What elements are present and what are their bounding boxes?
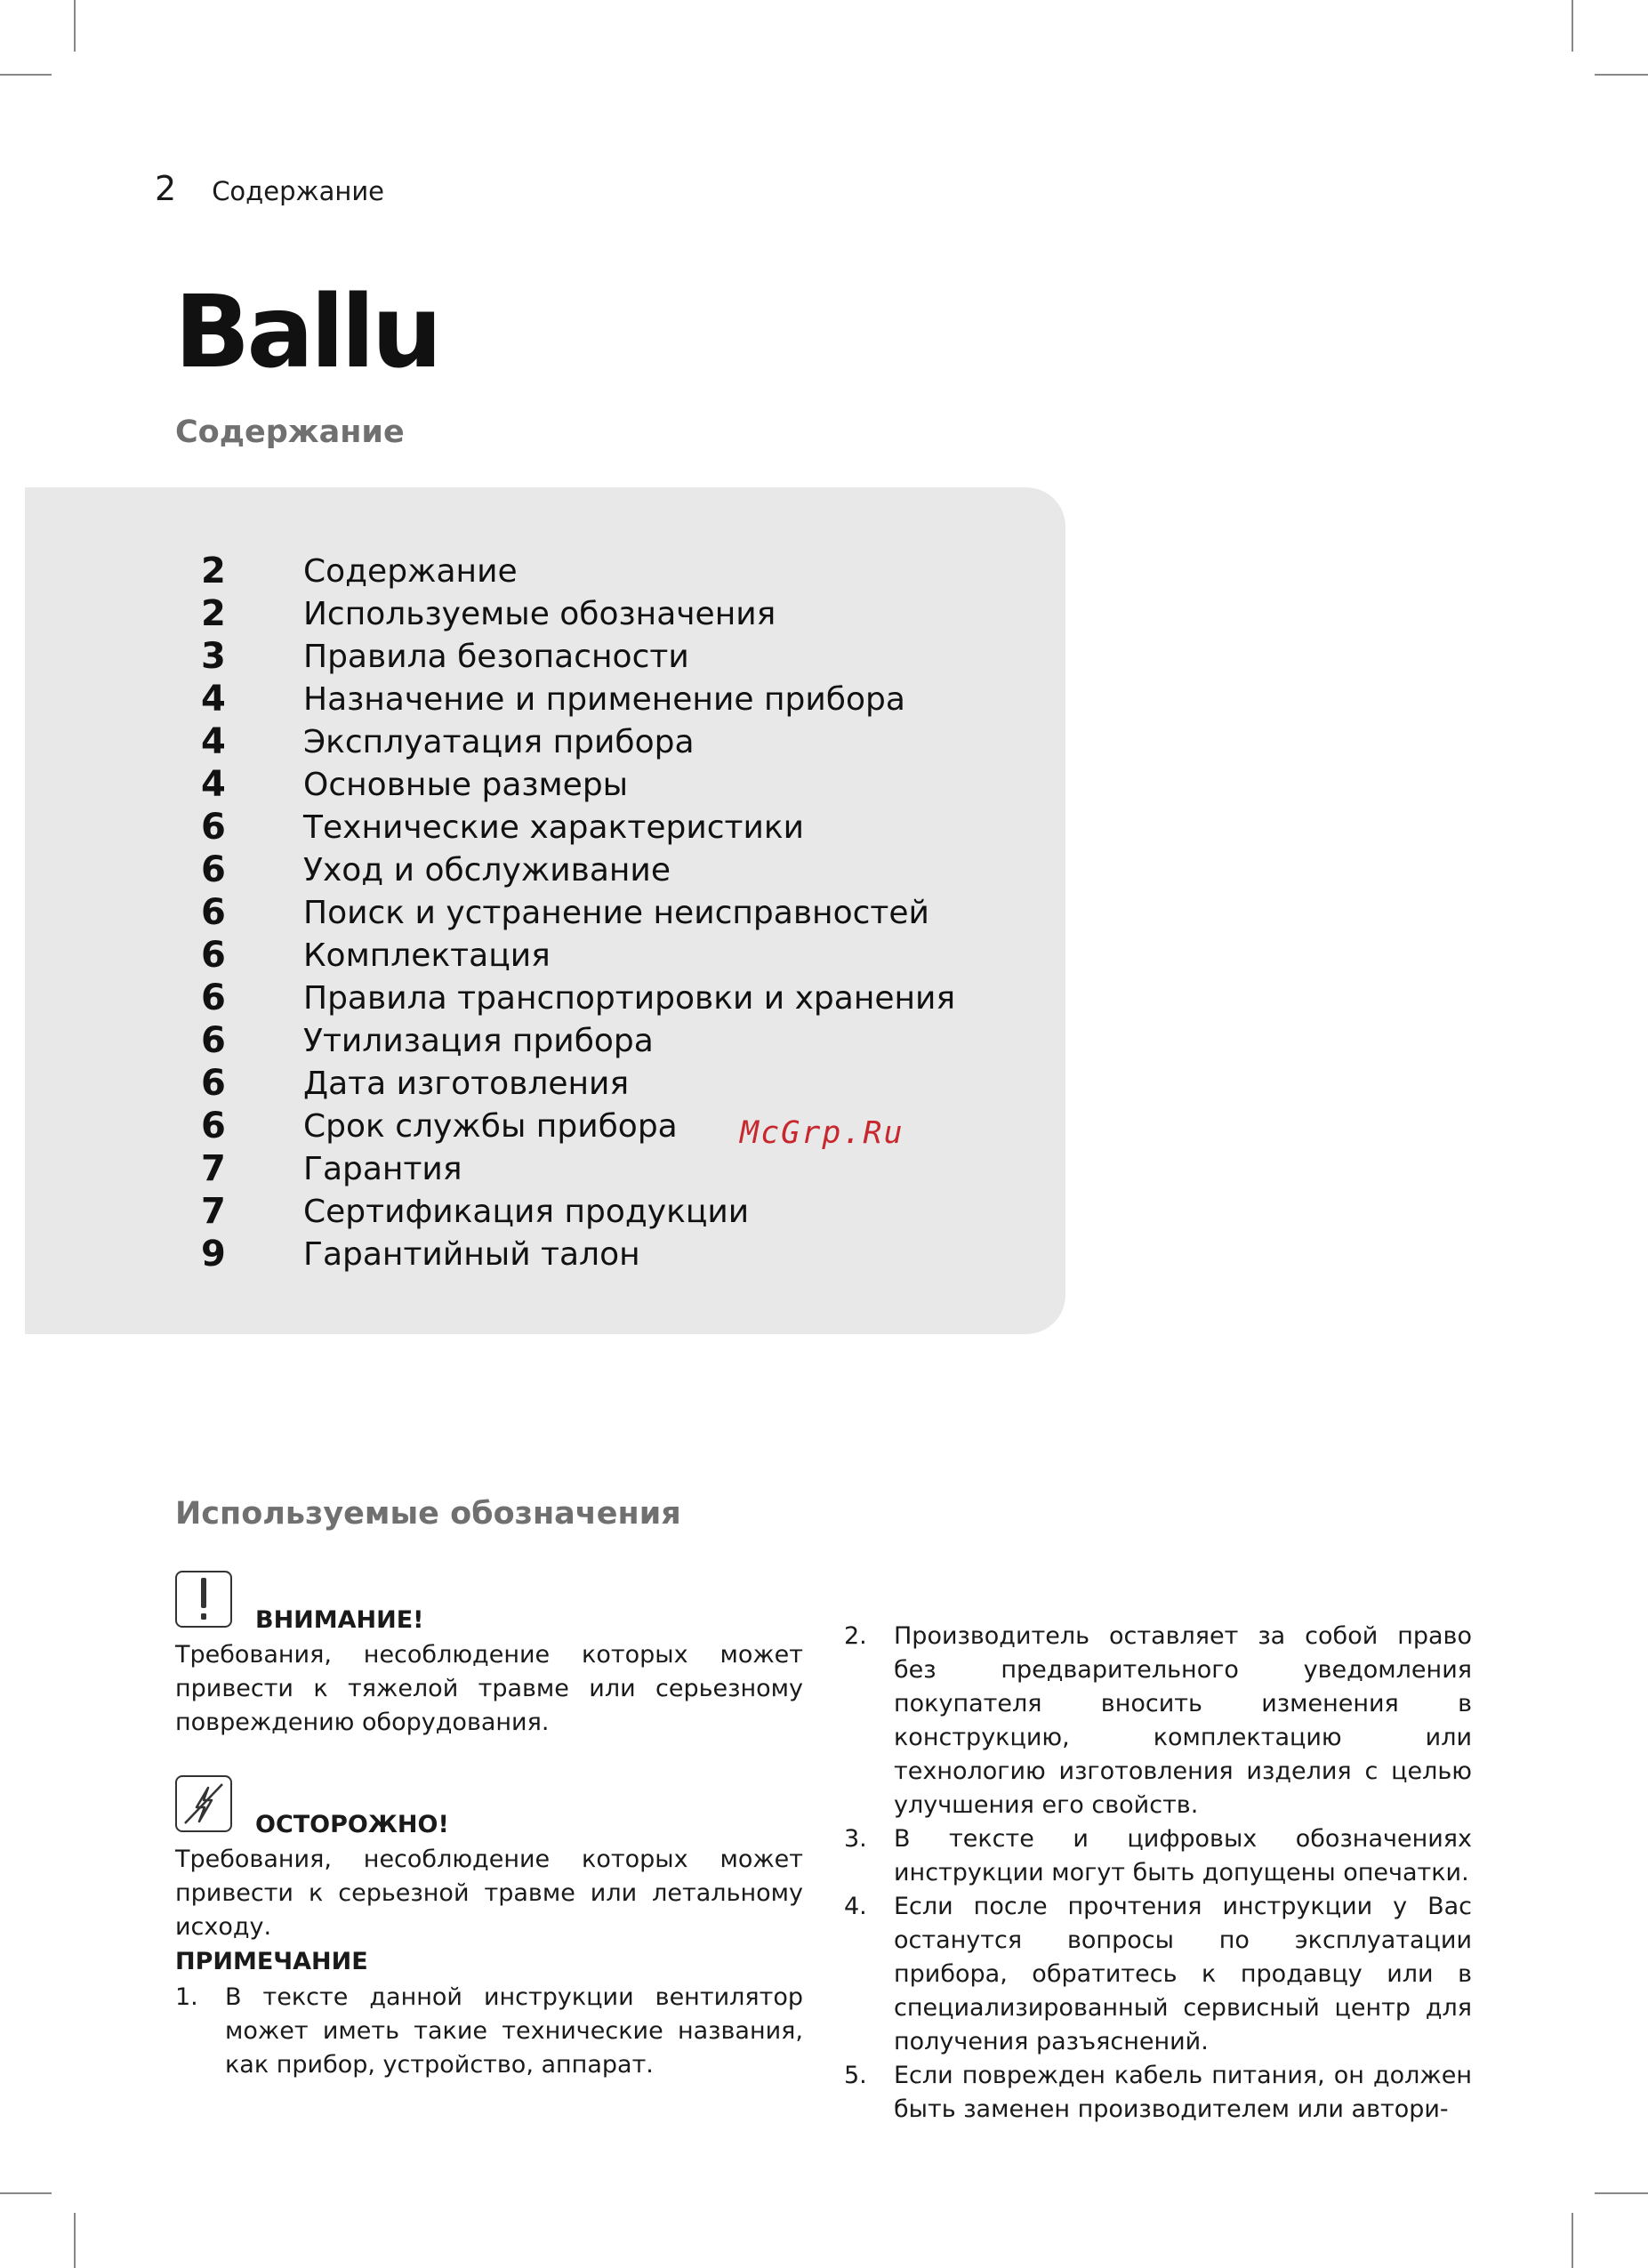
toc-label: Комплектация — [303, 937, 551, 974]
toc-label: Основные размеры — [303, 766, 629, 803]
toc-label: Гарантия — [303, 1150, 462, 1187]
toc-label: Правила транспортировки и хранения — [303, 979, 956, 1017]
toc-item — [201, 1062, 955, 1105]
toc-list — [201, 550, 955, 1275]
page-header — [155, 169, 384, 208]
item-number: 2. — [844, 1622, 867, 1650]
watermark: McGrp.Ru — [740, 1115, 904, 1151]
caution-label: ОСТОРОЖНО! — [255, 1811, 449, 1838]
toc-page-number: 6 — [201, 1063, 226, 1104]
attention-symbol — [175, 1571, 232, 1628]
crop-mark — [74, 2213, 76, 2268]
caution-symbol — [175, 1775, 232, 1832]
toc-label: Эксплуатация прибора — [303, 723, 695, 760]
item-text: В тексте и цифровых обозначениях инструкции могут быть допущены опечатки. — [894, 1825, 1472, 1886]
toc-item — [201, 977, 955, 1019]
toc-page-number: 6 — [201, 849, 226, 890]
toc-page-number: 6 — [201, 935, 226, 976]
toc-label: Правила безопасности — [303, 638, 689, 675]
toc-label: Сертификация продукции — [303, 1193, 750, 1230]
toc-label: Гарантийный талон — [303, 1235, 640, 1273]
toc-title: Содержание — [175, 414, 405, 450]
logo-text: Ballu — [174, 275, 439, 390]
toc-page-number: 7 — [201, 1191, 226, 1232]
toc-page-number: 7 — [201, 1148, 226, 1189]
toc-label: Утилизация прибора — [303, 1022, 654, 1059]
toc-page-number: 4 — [201, 764, 226, 805]
note-list-left — [175, 1981, 803, 2082]
ballu-logo — [174, 274, 439, 390]
lightning-icon — [181, 1781, 226, 1827]
toc-item — [201, 550, 955, 592]
crop-mark — [0, 74, 52, 76]
item-text: Производитель оставляет за собой право без предварительного уведомления покупателя вносить изменения в конструкцию, комплектацию или технологию изготовления изделия с целью улучшения его свойств. — [894, 1622, 1472, 1819]
list-item — [844, 1890, 1472, 2059]
toc-label: Назначение и применение прибора — [303, 680, 905, 718]
crop-mark — [1595, 74, 1648, 76]
item-text: В тексте данной инструкции вентилятор может иметь такие технические названия, как прибор, устройство, аппарат. — [225, 1983, 803, 2079]
item-text: Если после прочтения инструкции у Вас останутся вопросы по эксплуатации прибора, обратитесь к продавцу или в специализированный сервисный центр для получения разъяснений. — [894, 1893, 1472, 2055]
toc-page-number: 9 — [201, 1234, 226, 1275]
toc-item — [201, 1147, 955, 1190]
item-number: 3. — [844, 1825, 867, 1853]
crop-mark — [74, 0, 76, 52]
list-item — [844, 1620, 1472, 1822]
toc-item — [201, 934, 955, 977]
toc-page-number: 6 — [201, 892, 226, 933]
toc-label: Поиск и устранение неисправностей — [303, 894, 929, 931]
page-header-title: Содержание — [212, 176, 385, 206]
toc-item — [201, 891, 955, 934]
page-number: 2 — [155, 169, 177, 208]
toc-page-number: 6 — [201, 1106, 226, 1146]
toc-page-number: 6 — [201, 977, 226, 1018]
toc-item — [201, 848, 955, 891]
crop-mark — [1572, 0, 1573, 52]
list-item — [844, 1822, 1472, 1890]
toc-item — [201, 763, 955, 806]
toc-page-number: 6 — [201, 1020, 226, 1061]
note-label: ПРИМЕЧАНИЕ — [175, 1948, 368, 1975]
toc-label: Дата изготовления — [303, 1065, 630, 1102]
toc-page-number: 4 — [201, 679, 226, 720]
crop-mark — [1572, 2213, 1573, 2268]
toc-label: Технические характеристики — [303, 808, 805, 846]
exclamation-icon — [186, 1574, 221, 1624]
toc-page-number: 2 — [201, 551, 226, 591]
list-item — [844, 2059, 1472, 2127]
attention-text: Требования, несоблюдение которых может привести к тяжелой травме или серьезному повреждению оборудования. — [175, 1641, 803, 1736]
toc-item — [201, 806, 955, 848]
toc-item — [201, 678, 955, 720]
toc-label: Уход и обслуживание — [303, 851, 671, 889]
toc-item — [201, 592, 955, 635]
toc-item — [201, 720, 955, 763]
item-number: 4. — [844, 1893, 867, 1920]
list-item — [175, 1981, 803, 2082]
toc-item — [201, 1190, 955, 1233]
toc-page-number: 2 — [201, 593, 226, 634]
toc-page-number: 4 — [201, 721, 226, 762]
crop-mark — [1595, 2192, 1648, 2194]
item-text: Если поврежден кабель питания, он должен быть заменен производителем или автори- — [894, 2062, 1472, 2123]
symbols-title: Используемые обозначения — [175, 1496, 681, 1532]
caution-text: Требования, несоблюдение которых может привести к серьезной травме или летальному исходу. — [175, 1846, 803, 1941]
toc-label: Используемые обозначения — [303, 595, 776, 632]
note-list-right — [844, 1620, 1472, 2127]
crop-mark — [0, 2192, 52, 2194]
toc-item — [201, 1019, 955, 1062]
item-number: 5. — [844, 2062, 867, 2089]
item-number: 1. — [175, 1983, 198, 2011]
toc-page-number: 3 — [201, 636, 226, 677]
toc-label: Срок службы прибора — [303, 1107, 678, 1145]
toc-item — [201, 1233, 955, 1275]
attention-label: ВНИМАНИЕ! — [255, 1606, 424, 1634]
toc-label: Содержание — [303, 552, 518, 590]
toc-page-number: 6 — [201, 807, 226, 848]
toc-item — [201, 635, 955, 678]
